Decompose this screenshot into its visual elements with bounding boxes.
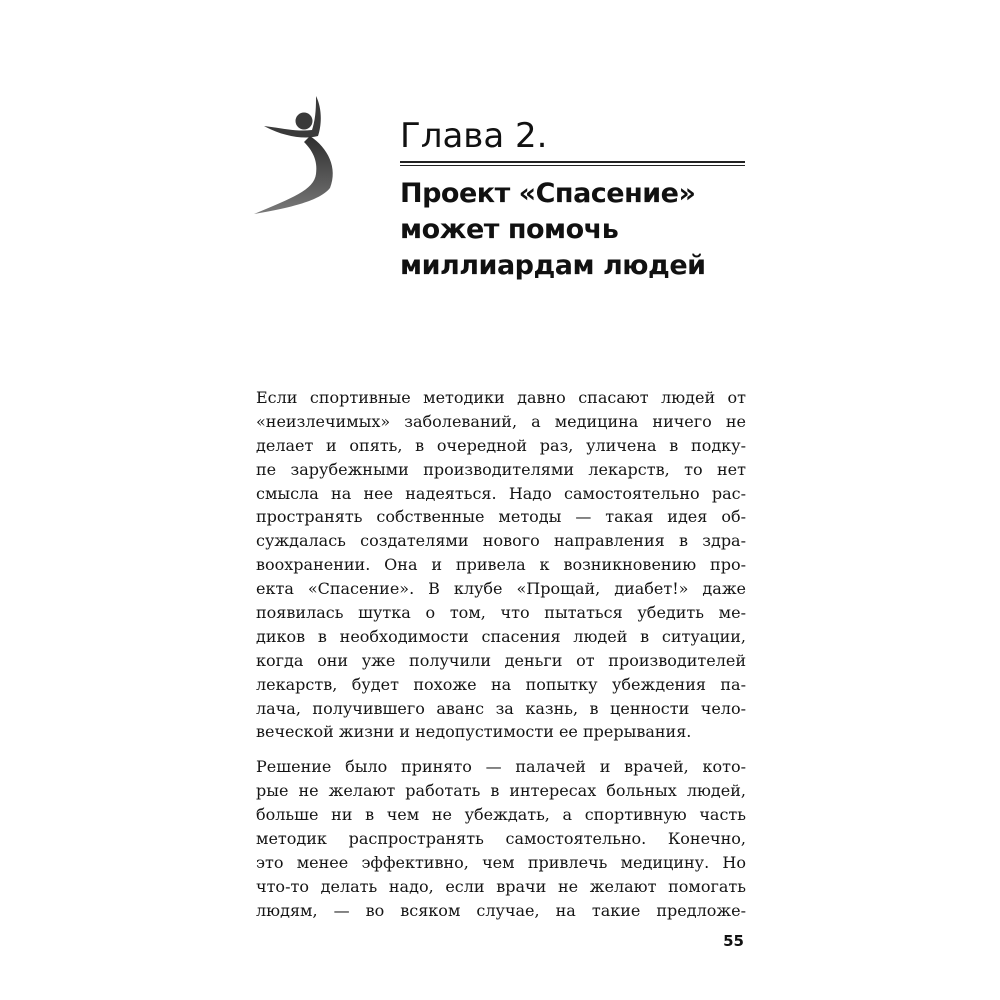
text-line: рые не желают работать в интересах больных людей, <box>256 781 746 801</box>
title-divider <box>400 161 745 167</box>
text-line: Если спортивные методики давно спасают людей от <box>256 388 746 407</box>
text-line: екта «Спасение». В клубе «Прощай, диабет!» даже <box>256 579 746 599</box>
text-line: веческой жизни и недопустимости ее прерывания. <box>256 722 692 742</box>
text-line: людям, — во всяком случае, на такие предложе- <box>256 900 746 920</box>
subtitle-line: Проект «Спасение» <box>400 178 696 209</box>
text-line: лача, получившего аванс за казнь, в ценности чело- <box>256 698 746 718</box>
text-line: когда они уже получили деньги от производителей <box>256 650 746 670</box>
chapter-title: Глава 2. <box>400 116 548 156</box>
text-line: что-то делать надо, если врачи не желают помогать <box>256 876 746 896</box>
paragraph <box>256 386 746 744</box>
text-line: делает и опять, в очередной раз, уличена в подку- <box>256 435 746 455</box>
text-line: смысла на нее надеяться. Надо самостоятельно рас- <box>256 483 746 503</box>
text-line: лекарств, будет похоже на попытку убеждения па- <box>256 674 746 694</box>
subtitle-line: может помочь <box>400 214 619 245</box>
text-line: это менее эффективно, чем привлечь медицину. Но <box>256 852 746 872</box>
page-number: 55 <box>723 932 744 950</box>
body-text <box>256 386 746 923</box>
text-line: «неизлечимых» заболеваний, а медицина ничего не <box>256 411 746 431</box>
chapter-subtitle <box>400 176 706 284</box>
text-line: суждалась создателями нового направления в здра- <box>256 531 746 551</box>
text-line: методик распространять самостоятельно. Конечно, <box>256 829 746 849</box>
text-line: больше ни в чем не убеждать, а спортивную часть <box>256 805 746 825</box>
text-line: воохранении. Она и привела к возникновению про- <box>256 555 746 575</box>
text-line: диков в необходимости спасения людей в ситуации, <box>256 626 746 646</box>
paragraph <box>256 755 746 922</box>
text-line: появилась шутка о том, что пытаться убедить ме- <box>256 603 746 623</box>
running-figure-icon <box>252 94 342 216</box>
text-line: пе зарубежными производителями лекарств, то нет <box>256 459 746 479</box>
subtitle-line: миллиардам людей <box>400 250 706 281</box>
text-line: пространять собственные методы — такая идея об- <box>256 507 746 527</box>
text-line: Решение было принято — палачей и врачей, кото- <box>256 757 746 777</box>
